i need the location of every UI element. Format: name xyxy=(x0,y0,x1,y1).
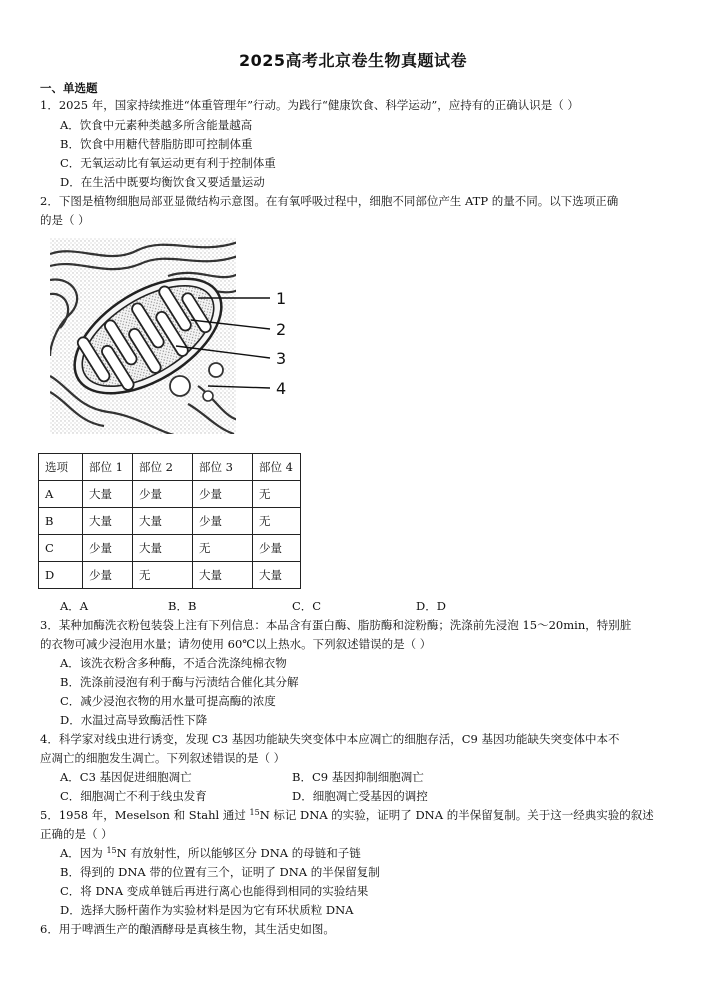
table-cell: 少量 xyxy=(83,562,133,589)
q1-stem: 1．2025 年，国家持续推进“体重管理年”行动。为践行“健康饮食、科学运动”，应持有的正确认识是（ ） xyxy=(40,98,579,112)
q5-option-a[interactable] xyxy=(60,844,361,862)
q4-stem: 4．科学家对线虫进行诱变，发现 C3 基因功能缺失突变体中本应凋亡的细胞存活，C9 基因功能缺失突变体中本不 xyxy=(40,732,620,746)
table-cell: 大量 xyxy=(133,508,193,535)
q4-option-b[interactable]: B．C9 基因抑制细胞凋亡 xyxy=(292,770,424,784)
q6-stem: 6．用于啤酒生产的酿酒酵母是真核生物，其生活史如图。 xyxy=(40,922,335,936)
table-row xyxy=(39,508,301,535)
q5-option-d[interactable]: D．选择大肠杆菌作为实验材料是因为它有环状质粒 DNA xyxy=(60,903,354,917)
table-cell: 少量 xyxy=(193,481,253,508)
table-cell: 少量 xyxy=(133,481,193,508)
table-cell: C xyxy=(39,535,83,562)
table-header: 选项 xyxy=(39,454,83,481)
table-cell: 无 xyxy=(133,562,193,589)
table-cell: 无 xyxy=(193,535,253,562)
table-cell: D xyxy=(39,562,83,589)
table-row xyxy=(39,562,301,589)
table-cell: 少量 xyxy=(83,535,133,562)
table-cell: B xyxy=(39,508,83,535)
q4-stem-cont: 应凋亡的细胞发生凋亡。下列叙述错误的是（ ） xyxy=(40,751,286,765)
table-cell: 大量 xyxy=(83,481,133,508)
q2-answer-d[interactable]: D．D xyxy=(416,599,446,613)
q3-stem: 3．某种加酶洗衣粉包装袋上注有下列信息：本品含有蛋白酶、脂肪酶和淀粉酶；洗涤前先浸泡 15～20min，特别脏 xyxy=(40,618,632,632)
table-cell: 少量 xyxy=(193,508,253,535)
q5-stem-cont: 正确的是（ ） xyxy=(40,827,113,841)
q5-option-a-part: A．因为 xyxy=(60,846,107,860)
table-cell: 无 xyxy=(253,481,301,508)
q3-option-d[interactable]: D．水温过高导致酶活性下降 xyxy=(60,713,208,727)
table-header: 部位 4 xyxy=(253,454,301,481)
q5-option-b[interactable]: B．得到的 DNA 带的位置有三个，证明了 DNA 的半保留复制 xyxy=(60,865,380,879)
table-cell: 大量 xyxy=(133,535,193,562)
q4-option-c[interactable]: C．细胞凋亡不利于线虫发育 xyxy=(60,789,207,803)
q2-options-table xyxy=(38,453,301,589)
figure-label-1: 1 xyxy=(276,289,287,308)
table-cell: 大量 xyxy=(253,562,301,589)
q3-option-c[interactable]: C．减少浸泡衣物的用水量可提高酶的浓度 xyxy=(60,694,276,708)
isotope-superscript: 15 xyxy=(249,808,260,817)
q2-stem: 2．下图是植物细胞局部亚显微结构示意图。在有氧呼吸过程中，细胞不同部位产生 ATP 的量不同。以下选项正确 xyxy=(40,194,619,208)
table-header: 部位 2 xyxy=(133,454,193,481)
q4-option-d[interactable]: D．细胞凋亡受基因的调控 xyxy=(292,789,428,803)
figure-label-3: 3 xyxy=(276,349,287,368)
section-heading: 一、单选题 xyxy=(40,81,98,95)
table-cell: 少量 xyxy=(253,535,301,562)
table-header: 部位 3 xyxy=(193,454,253,481)
q4-option-a[interactable]: A．C3 基因促进细胞凋亡 xyxy=(60,770,192,784)
q5-stem-part: N 标记 DNA 的实验，证明了 DNA 的半保留复制。关于这一经典实验的叙述 xyxy=(259,808,654,822)
table-row xyxy=(39,481,301,508)
q1-option-c[interactable]: C．无氧运动比有氧运动更有利于控制体重 xyxy=(60,156,276,170)
table-cell: 无 xyxy=(253,508,301,535)
table-row xyxy=(39,535,301,562)
table-cell: A xyxy=(39,481,83,508)
table-cell: 大量 xyxy=(193,562,253,589)
q2-stem-cont: 的是（ ） xyxy=(40,213,90,227)
q2-answer-b[interactable]: B．B xyxy=(168,599,197,613)
q5-option-a-part: N 有放射性，所以能够区分 DNA 的母链和子链 xyxy=(116,846,361,860)
q5-option-c[interactable]: C．将 DNA 变成单链后再进行离心也能得到相同的实验结果 xyxy=(60,884,369,898)
q2-answer-a[interactable]: A．A xyxy=(60,599,89,613)
figure-label-4: 4 xyxy=(276,379,287,398)
q1-option-d[interactable]: D．在生活中既要均衡饮食又要适量运动 xyxy=(60,175,265,189)
figure-label-2: 2 xyxy=(276,320,287,339)
q2-answer-c[interactable]: C．C xyxy=(292,599,322,613)
q1-option-a[interactable]: A．饮食中元素种类越多所含能量越高 xyxy=(60,118,253,132)
table-header: 部位 1 xyxy=(83,454,133,481)
q1-option-b[interactable]: B．饮食中用糖代替脂肪即可控制体重 xyxy=(60,137,253,151)
isotope-superscript: 15 xyxy=(106,846,117,855)
q3-stem-cont: 的衣物可减少浸泡用水量；请勿使用 60℃以上热水。下列叙述错误的是（ ） xyxy=(40,637,432,651)
q5-stem xyxy=(40,806,654,824)
q3-option-b[interactable]: B．洗涤前浸泡有利于酶与污渍结合催化其分解 xyxy=(60,675,299,689)
table-cell: 大量 xyxy=(83,508,133,535)
page-title: 2025高考北京卷生物真题试卷 xyxy=(238,51,468,70)
q3-option-a[interactable]: A．该洗衣粉含多种酶，不适合洗涤纯棉衣物 xyxy=(60,656,287,670)
table-header-row xyxy=(39,454,301,481)
q5-stem-part: 5．1958 年，Meselson 和 Stahl 通过 xyxy=(40,808,250,822)
mitochondrion-figure xyxy=(48,236,298,438)
